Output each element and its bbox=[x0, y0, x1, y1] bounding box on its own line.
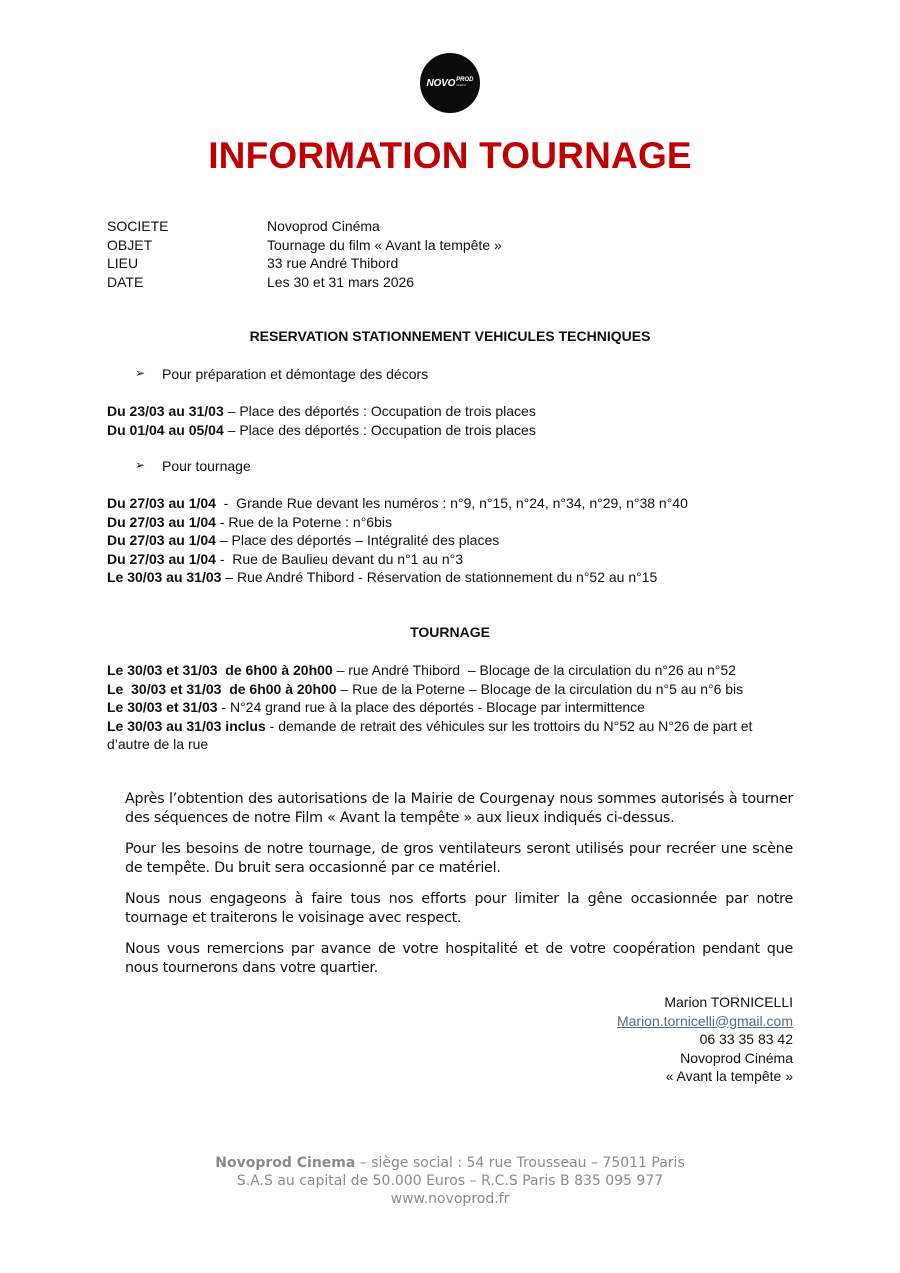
paragraph-ventilateurs: Pour les besoins de notre tournage, de gros ventilateurs seront utilisés pour recréer une scène de tempête. Du bruit sera occasionné par ce matériel. bbox=[125, 841, 793, 876]
schedule-date: Du 23/03 au 31/03 bbox=[107, 403, 224, 419]
bullet-tournage bbox=[135, 458, 251, 474]
signature-name: Marion TORNICELLI bbox=[664, 994, 793, 1010]
schedule-line bbox=[107, 568, 797, 587]
schedule-date: Du 01/04 au 05/04 bbox=[107, 421, 224, 438]
schedule-date: Du 27/03 au 1/04 bbox=[107, 532, 216, 548]
schedule-line bbox=[107, 494, 797, 513]
info-label: SOCIETE bbox=[107, 218, 169, 234]
footer-address: – siège social : 54 rue Trousseau – 75011 Paris bbox=[355, 1155, 685, 1171]
logo-sup: PROD bbox=[456, 77, 474, 83]
schedule-text: - Grande Rue devant les numéros : n°9, n°15, n°24, n°34, n°29, n°38 n°40 bbox=[215, 495, 688, 511]
info-row-objet bbox=[107, 236, 502, 255]
bullet-text: Pour tournage bbox=[162, 458, 251, 474]
schedule-text: - Rue de la Poterne : n°6bis bbox=[215, 513, 392, 530]
schedule-line bbox=[107, 550, 797, 569]
page-footer bbox=[0, 1154, 900, 1208]
schedule-date: Le 30/03 et 31/03 bbox=[107, 699, 218, 715]
paragraph-authorization: Après l’obtention des autorisations de la Mairie de Courgenay nous sommes autorisés à tourner des séquences de notre Film « Avant la tempête » aux lieux indiqués ci-dessus. bbox=[125, 791, 793, 826]
novoprod-logo bbox=[420, 53, 480, 113]
schedule-text: – Place des déportés – Intégralité des places bbox=[215, 532, 500, 548]
footer-line-1 bbox=[0, 1154, 900, 1172]
schedule-date: Du 27/03 au 1/04 bbox=[107, 495, 216, 511]
arrow-bullet-icon: ➢ bbox=[135, 366, 146, 380]
bullet-preparation bbox=[135, 366, 428, 382]
schedule-text: – Place des déportés : Occupation de trois places bbox=[223, 403, 536, 419]
schedule-line bbox=[107, 421, 797, 440]
signature-phone: 06 33 35 83 42 bbox=[699, 1031, 793, 1047]
tournage-schedule bbox=[107, 661, 797, 754]
schedule-text: – Place des déportés : Occupation de trois places bbox=[223, 421, 536, 438]
schedule-line bbox=[107, 680, 797, 699]
footer-company: Novoprod Cinema bbox=[215, 1155, 356, 1171]
info-row-date bbox=[107, 273, 502, 292]
info-value: Novoprod Cinéma bbox=[267, 218, 380, 234]
schedule-line bbox=[107, 513, 797, 532]
footer-line-2: S.A.S au capital de 50.000 Euros – R.C.S Paris B 835 095 977 bbox=[236, 1173, 664, 1189]
reservation-group-1 bbox=[107, 402, 797, 439]
info-label: OBJET bbox=[107, 236, 153, 253]
schedule-text: - N°24 grand rue à la place des déportés - Blocage par intermittence bbox=[217, 699, 645, 715]
footer-website: www.novoprod.fr bbox=[390, 1191, 510, 1207]
signature-block bbox=[617, 993, 793, 1086]
info-table bbox=[107, 217, 502, 291]
schedule-line bbox=[107, 402, 797, 421]
logo-sub: cinéma bbox=[456, 83, 466, 87]
info-row-societe bbox=[107, 217, 502, 236]
bullet-text: Pour préparation et démontage des décors bbox=[162, 366, 429, 382]
schedule-text: – Rue André Thibord - Réservation de stationnement du n°52 au n°15 bbox=[221, 569, 658, 585]
schedule-date: Le 30/03 et 31/03 de 6h00 à 20h00 bbox=[107, 662, 333, 678]
schedule-date: Le 30/03 au 31/03 bbox=[107, 569, 222, 585]
schedule-line bbox=[107, 717, 797, 754]
logo-prod bbox=[456, 78, 473, 88]
signature-company: Novoprod Cinéma bbox=[680, 1049, 793, 1066]
section-title-tournage: TOURNAGE bbox=[410, 624, 490, 640]
info-row-lieu bbox=[107, 254, 502, 273]
schedule-date: Le 30/03 au 31/03 inclus bbox=[107, 717, 266, 734]
signature-email-link[interactable]: Marion.tornicelli@gmail.com bbox=[616, 1012, 793, 1029]
schedule-date: Du 27/03 au 1/04 bbox=[107, 513, 216, 530]
schedule-line bbox=[107, 531, 797, 550]
info-value: 33 rue André Thibord bbox=[267, 255, 399, 271]
info-value: Tournage du film « Avant la tempête » bbox=[267, 236, 502, 253]
info-value: Les 30 et 31 mars 2026 bbox=[267, 273, 415, 290]
signature-film: « Avant la tempête » bbox=[665, 1068, 793, 1084]
schedule-date: Du 27/03 au 1/04 bbox=[107, 550, 216, 567]
arrow-bullet-icon: ➢ bbox=[135, 458, 146, 472]
paragraph-remerciements: Nous vous remercions par avance de votre hospitalité et de votre coopération pendant que nous tournerons dans votre quartier. bbox=[125, 941, 793, 976]
info-label: LIEU bbox=[107, 255, 139, 271]
schedule-text: – Rue de la Poterne – Blocage de la circulation du n°5 au n°6 bis bbox=[336, 680, 744, 697]
logo-word: NOVO bbox=[426, 77, 456, 89]
info-label: DATE bbox=[107, 273, 144, 290]
schedule-text: - Rue de Baulieu devant du n°1 au n°3 bbox=[215, 550, 463, 567]
page-title: INFORMATION TOURNAGE bbox=[208, 135, 692, 176]
reservation-group-2 bbox=[107, 494, 797, 587]
schedule-text: – rue André Thibord – Blocage de la circulation du n°26 au n°52 bbox=[332, 662, 736, 678]
schedule-line bbox=[107, 698, 797, 717]
section-title-reservation: RESERVATION STATIONNEMENT VEHICULES TECHNIQUES bbox=[249, 328, 651, 344]
schedule-text: - demande de retrait des véhicules sur les trottoirs du N°52 au N°26 de part et d’autre de la rue bbox=[107, 717, 753, 752]
paragraph-engagement: Nous nous engageons à faire tous nos efforts pour limiter la gêne occasionnée par notre tournage et traiterons le voisinage avec respect. bbox=[125, 891, 793, 926]
schedule-line bbox=[107, 661, 797, 680]
schedule-date: Le 30/03 et 31/03 de 6h00 à 20h00 bbox=[107, 680, 337, 697]
